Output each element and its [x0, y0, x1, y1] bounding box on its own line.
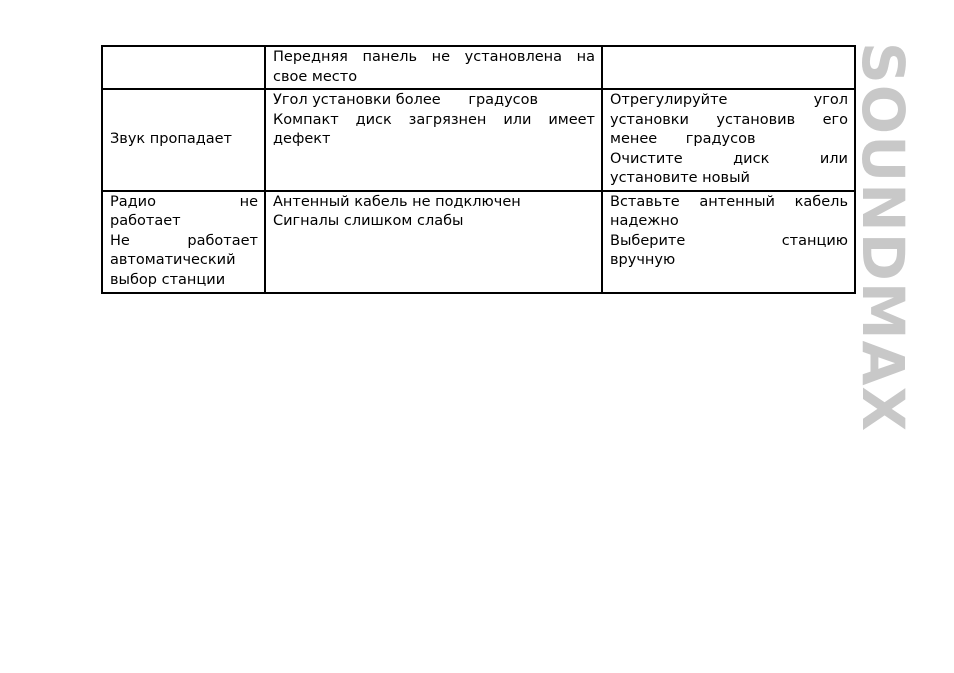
cause-cell — [265, 191, 602, 293]
fix-line: Выберите станцию — [610, 232, 848, 249]
fix-line: вручную — [610, 252, 676, 268]
troubleshooting-table — [101, 45, 856, 294]
symptom-line: Не работает — [110, 232, 258, 249]
symptom-line: выбор станции — [110, 271, 226, 288]
symptom-line: Радио не — [110, 193, 258, 210]
fix-cell — [602, 191, 855, 293]
table-row — [102, 191, 855, 293]
cause-line: Сигналы слишком слабы — [273, 213, 464, 229]
fix-line: Очистите диск или — [610, 150, 848, 167]
fix-line: Вставьте антенный кабель — [610, 193, 848, 210]
table-row — [102, 46, 855, 89]
fix-cell — [602, 46, 855, 89]
cause-line: свое место — [273, 68, 358, 85]
cause-line: дефект — [273, 131, 331, 147]
cause-cell — [265, 89, 602, 191]
cause-line: Угол установки более градусов — [273, 92, 539, 108]
symptom-line: работает — [110, 213, 181, 229]
soundmax-logo — [849, 42, 917, 598]
fix-line: надежно — [610, 213, 679, 229]
fix-cell — [602, 89, 855, 191]
fix-line: установки установив его — [610, 111, 848, 128]
table-row — [102, 89, 855, 191]
symptom-line: Звук пропадает — [110, 131, 232, 147]
fix-line: установите новый — [610, 170, 750, 186]
symptom-line: автоматический — [110, 252, 236, 268]
soundmax-logo-text: SOUNDMAX — [849, 42, 917, 433]
symptom-cell — [102, 46, 265, 89]
cause-line: Антенный кабель не подключен — [273, 193, 521, 210]
cause-line: Компакт диск загрязнен или имеет — [273, 111, 595, 128]
symptom-cell — [102, 89, 265, 191]
symptom-cell — [102, 191, 265, 293]
cause-line: Передняя панель не установлена на — [273, 49, 595, 65]
fix-line: Отрегулируйте угол — [610, 92, 848, 108]
fix-line: менее градусов — [610, 131, 756, 147]
cause-cell — [265, 46, 602, 89]
